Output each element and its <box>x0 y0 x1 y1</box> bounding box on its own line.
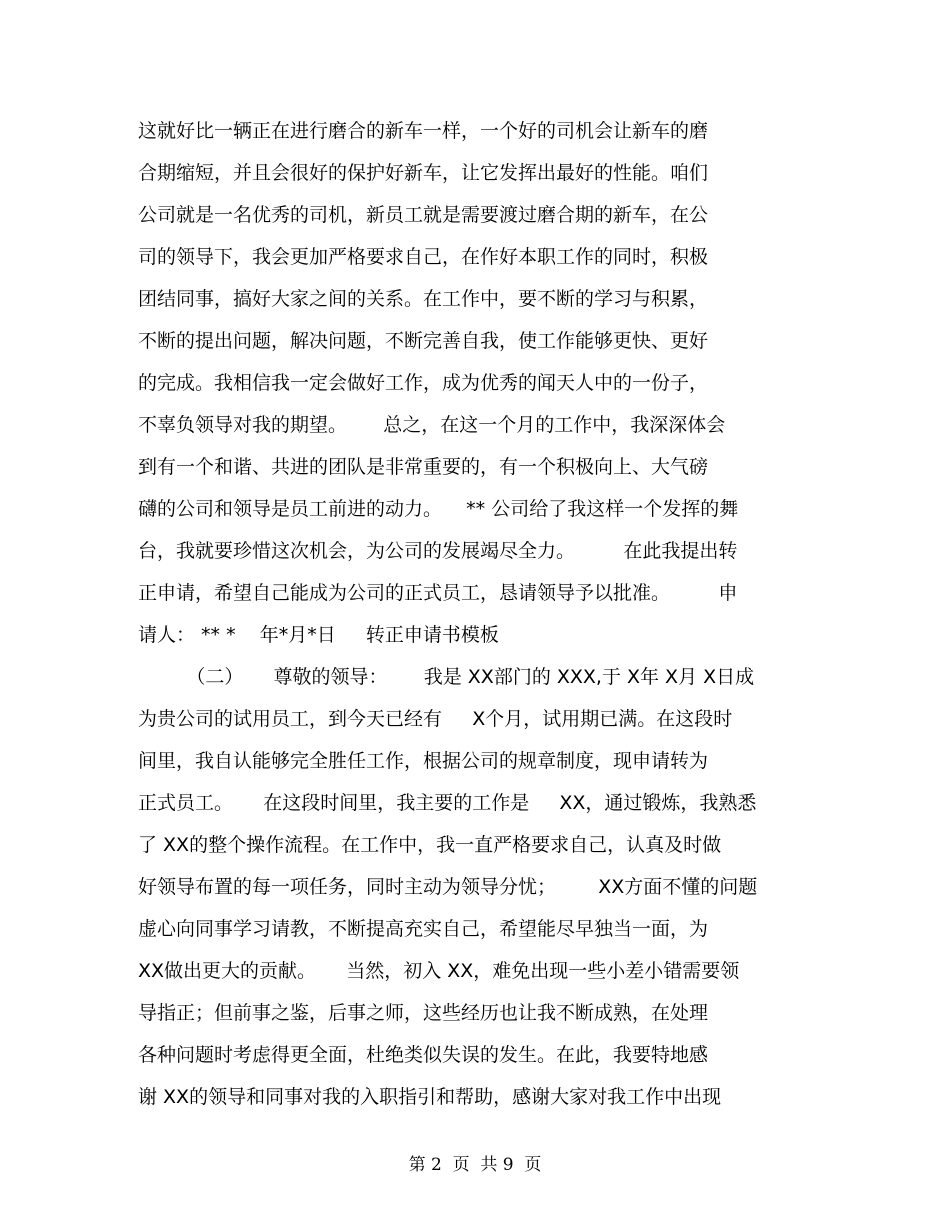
text-line: 团结同事，搞好大家之间的关系。在工作中，要不断的学习与积累， <box>138 288 709 310</box>
text-line: 间里，我自认能够完全胜任工作，根据公司的规章制度，现申请转为 <box>138 750 709 772</box>
text-line: 好领导布置的每一项任务，同时主动为领导分忧； XX方面不懂的问题 <box>138 876 758 898</box>
body-text <box>138 110 818 1118</box>
text-line: 不断的提出问题，解决问题，不断完善自我，使工作能够更快、更好 <box>138 330 709 352</box>
text-line: 为贵公司的试用员工，到今天已经有 X个月，试用期已满。在这段时 <box>138 708 733 730</box>
text-line: 不辜负领导对我的期望。 总之，在这一个月的工作中，我深深体会 <box>138 414 726 436</box>
text-line: 虚心向同事学习请教，不断提高充实自己，希望能尽早独当一面，为 <box>138 918 709 940</box>
text-line: 的完成。我相信我一定会做好工作，成为优秀的闻天人中的一份子， <box>138 372 709 394</box>
text-line: 到有一个和谐、共进的团队是非常重要的，有一个积极向上、大气磅 <box>138 456 709 478</box>
text-line: 导指正；但前事之鉴，后事之师，这些经历也让我不断成熟，在处理 <box>138 1002 709 1024</box>
page-footer: 第 2 页 共 9 页 <box>408 1155 542 1175</box>
text-line: 这就好比一辆正在进行磨合的新车一样，一个好的司机会让新车的磨 <box>138 120 709 142</box>
text-line: 正式员工。 在这段时间里，我主要的工作是 XX，通过锻炼，我熟悉 <box>138 792 757 814</box>
text-line: 各种问题时考虑得更全面，杜绝类似失误的发生。在此，我要特地感 <box>138 1044 709 1066</box>
text-line: 司的领导下，我会更加严格要求自己，在作好本职工作的同时，积极 <box>138 246 709 268</box>
text-line: 请人： ** * 年*月*日 转正申请书模板 <box>138 624 499 646</box>
text-line: （二） 尊敬的领导： 我是 XX部门的 XXX,于 X年 X月 X日成 <box>138 666 755 688</box>
text-line: 公司就是一名优秀的司机，新员工就是需要渡过磨合期的新车，在公 <box>138 204 709 226</box>
text-line: 正申请，希望自己能成为公司的正式员工，恳请领导予以批准。 申 <box>138 582 738 604</box>
text-line: 谢 XX的领导和同事对我的入职指引和帮助，感谢大家对我工作中出现 <box>138 1086 722 1108</box>
text-line: XX做出更大的贡献。 当然，初入 XX，难免出现一些小差小错需要领 <box>138 960 740 982</box>
text-line: 了 XX的整个操作流程。在工作中，我一直严格要求自己，认真及时做 <box>138 834 722 856</box>
text-line: 台，我就要珍惜这次机会，为公司的发展竭尽全力。 在此我提出转 <box>138 540 738 562</box>
text-line: 礴的公司和领导是员工前进的动力。 ** 公司给了我这样一个发挥的舞 <box>138 498 739 520</box>
text-line: 合期缩短，并且会很好的保护好新车，让它发挥出最好的性能。咱们 <box>138 162 709 184</box>
